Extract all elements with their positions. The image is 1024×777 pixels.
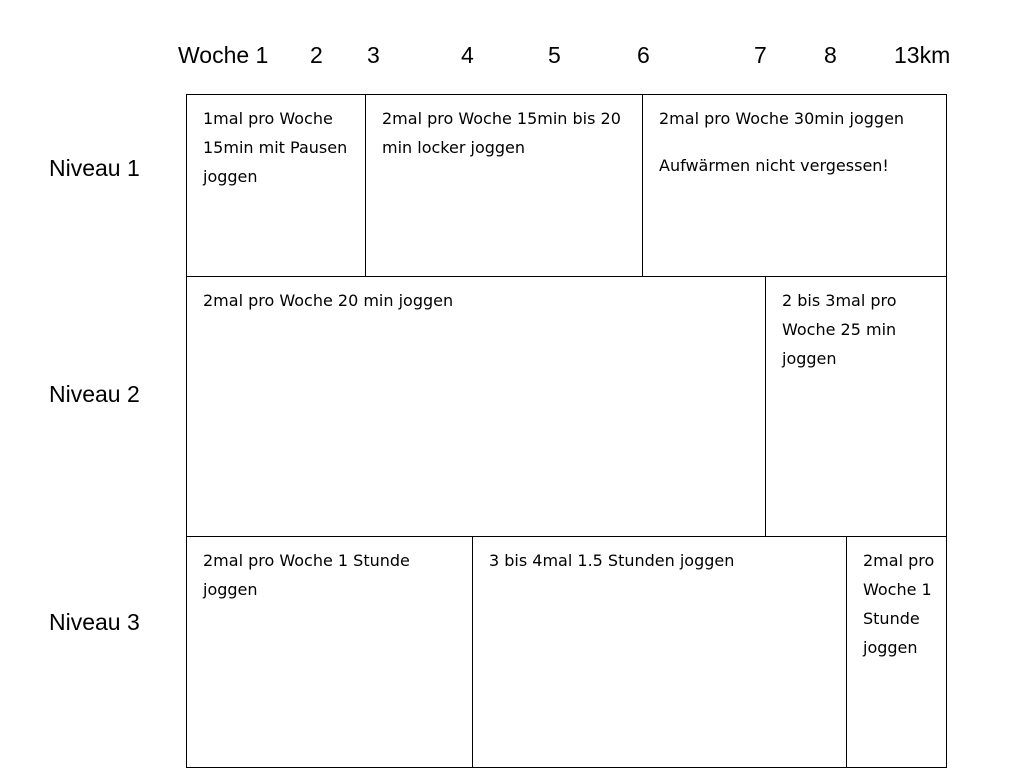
plan-cell-level2-weeks7-13km	[765, 276, 947, 537]
plan-cell-level3-weeks4-8	[472, 536, 847, 768]
plan-cell-level1-weeks3-5	[365, 94, 643, 277]
plan-cell-text: 2mal pro Woche 15min bis 20 min locker joggen	[382, 109, 621, 157]
plan-cell-text: 2 bis 3mal pro Woche 25 min joggen	[782, 291, 897, 368]
plan-cell-level3-weeks8-13km	[846, 536, 947, 768]
level-label-1: Niveau 1	[49, 155, 140, 181]
week-header-13km: 13km	[894, 42, 951, 68]
plan-cell-level1-weeks6-13km	[642, 94, 947, 277]
week-header-3: 3	[367, 42, 380, 68]
plan-cell-text: 2mal pro Woche 1 Stunde joggen	[203, 551, 410, 599]
plan-cell-text: 2mal pro Woche 20 min joggen	[203, 291, 454, 310]
plan-cell-text: 1mal pro Woche 15min mit Pausen joggen	[203, 109, 348, 186]
plan-cell-level2-weeks1-7	[186, 276, 766, 537]
week-header-5: 5	[548, 42, 561, 68]
week-header-8: 8	[824, 42, 837, 68]
week-header-1: Woche 1	[178, 42, 269, 68]
plan-cell-text: 2mal pro Woche 1 Stunde joggen	[863, 551, 935, 657]
week-header-6: 6	[637, 42, 650, 68]
plan-cell-level3-weeks1-4	[186, 536, 473, 768]
week-header-2: 2	[310, 42, 323, 68]
plan-cell-text: 3 bis 4mal 1.5 Stunden joggen	[489, 551, 735, 570]
level-label-3: Niveau 3	[49, 609, 140, 635]
warmup-note: Aufwärmen nicht vergessen!	[659, 156, 889, 175]
plan-cell-level1-weeks1-2	[186, 94, 366, 277]
week-header-4: 4	[461, 42, 474, 68]
week-header-7: 7	[754, 42, 767, 68]
plan-cell-text: 2mal pro Woche 30min joggen	[659, 109, 905, 128]
level-label-2: Niveau 2	[49, 381, 140, 407]
